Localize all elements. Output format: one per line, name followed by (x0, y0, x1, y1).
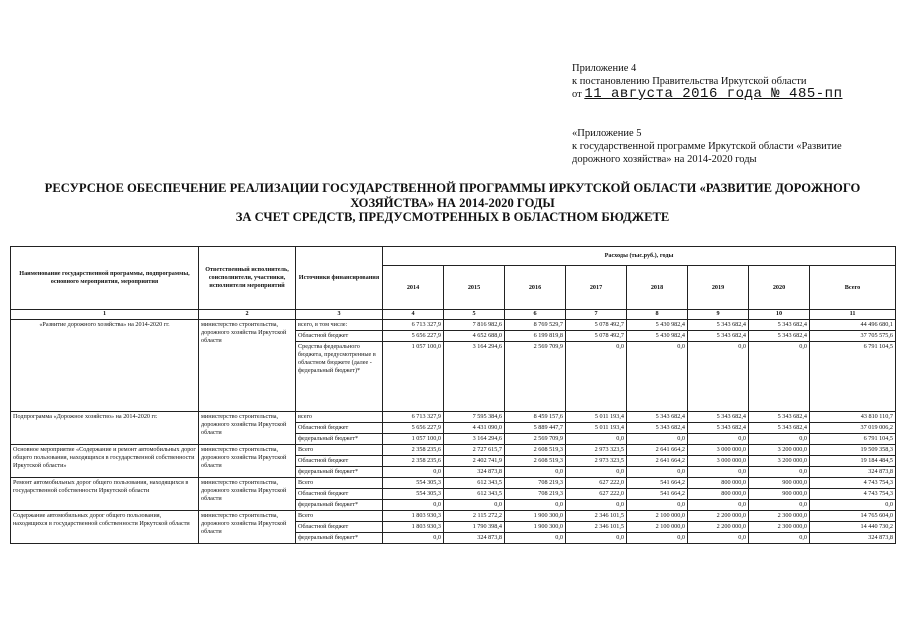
appendix-4-date-line (572, 88, 882, 101)
year-value-cell: 1 803 930,3 (383, 522, 444, 533)
header-year: 2016 (505, 266, 566, 310)
year-value-cell: 0,0 (566, 342, 627, 412)
table-row (11, 511, 896, 522)
appendix-4-label: Приложение 4 (572, 63, 637, 74)
year-value-cell: 5 343 682,4 (688, 331, 749, 342)
year-value-cell: 0,0 (505, 500, 566, 511)
year-value-cell: 6 199 819,8 (505, 331, 566, 342)
year-value-cell: 0,0 (627, 533, 688, 544)
header-total: Всего (810, 266, 896, 310)
year-value-cell: 0,0 (444, 500, 505, 511)
year-value-cell: 800 000,0 (688, 489, 749, 500)
year-value-cell: 7 816 982,6 (444, 320, 505, 331)
col-number: 9 (688, 310, 749, 320)
year-value-cell: 3 000 000,0 (688, 456, 749, 467)
year-value-cell: 5 343 682,4 (688, 423, 749, 434)
year-value-cell: 0,0 (505, 533, 566, 544)
year-value-cell: 554 305,3 (383, 489, 444, 500)
year-value-cell: 627 222,0 (566, 478, 627, 489)
year-value-cell: 0,0 (566, 467, 627, 478)
header-executor: Ответственный исполнитель, соисполнители, участники, исполнители мероприятий (199, 247, 296, 310)
program-name-cell: Подпрограмма «Дорожное хозяйство» на 2014-2020 гг. (11, 412, 199, 445)
year-value-cell: 5 343 682,4 (749, 320, 810, 331)
title-line-1: РЕСУРСНОЕ ОБЕСПЕЧЕНИЕ РЕАЛИЗАЦИИ ГОСУДАРСТВЕННОЙ ПРОГРАММЫ ИРКУТСКОЙ ОБЛАСТИ «РАЗВИТИЕ ДОРОЖНОГО (44, 181, 861, 195)
year-value-cell: 5 343 682,4 (688, 320, 749, 331)
year-value-cell: 2 608 519,3 (505, 445, 566, 456)
year-value-cell: 0,0 (383, 500, 444, 511)
total-value-cell: 6 791 104,5 (810, 342, 896, 412)
year-value-cell: 2 641 664,2 (627, 456, 688, 467)
funding-source-cell: Средства федерального бюджета, предусмотренные в областном бюджете (далее - федеральный бюджет)* (296, 342, 383, 412)
funding-source-cell: всего (296, 412, 383, 423)
year-value-cell: 2 115 272,2 (444, 511, 505, 522)
col-number: 11 (810, 310, 896, 320)
year-value-cell: 5 343 682,4 (749, 423, 810, 434)
funding-source-cell: Всего (296, 478, 383, 489)
year-value-cell: 3 200 000,0 (749, 456, 810, 467)
year-value-cell: 800 000,0 (688, 478, 749, 489)
year-value-cell: 2 608 519,3 (505, 456, 566, 467)
year-value-cell: 5 656 227,9 (383, 331, 444, 342)
table-row (11, 445, 896, 456)
total-value-cell: 14 765 604,0 (810, 511, 896, 522)
funding-source-cell: Областной бюджет (296, 456, 383, 467)
year-value-cell: 3 200 000,0 (749, 445, 810, 456)
year-value-cell: 554 305,3 (383, 478, 444, 489)
resource-table (10, 246, 896, 544)
funding-source-cell: федеральный бюджет* (296, 533, 383, 544)
total-value-cell: 19 509 358,3 (810, 445, 896, 456)
year-value-cell: 0,0 (688, 434, 749, 445)
year-value-cell: 2 973 323,5 (566, 445, 627, 456)
year-value-cell: 5 011 193,4 (566, 423, 627, 434)
year-value-cell: 0,0 (749, 533, 810, 544)
col-number: 4 (383, 310, 444, 320)
appendix-4-date: 11 августа 2016 года № 485-пп (584, 86, 843, 102)
program-name-cell: Содержание автомобильных дорог общего пользования, находящихся в государственной собственности Иркутской области (11, 511, 199, 544)
appendix-4-header (572, 62, 882, 101)
total-value-cell: 324 873,8 (810, 533, 896, 544)
total-value-cell: 44 496 680,1 (810, 320, 896, 331)
year-value-cell: 2 300 000,0 (749, 522, 810, 533)
table-body (11, 310, 896, 544)
executor-cell: министерство строительства, дорожного хозяйства Иркутской области (199, 478, 296, 511)
year-value-cell: 4 652 688,0 (444, 331, 505, 342)
col-number: 3 (296, 310, 383, 320)
header-year: 2017 (566, 266, 627, 310)
year-value-cell: 0,0 (627, 434, 688, 445)
year-value-cell: 3 000 000,0 (688, 445, 749, 456)
year-value-cell: 708 219,3 (505, 489, 566, 500)
year-value-cell: 0,0 (383, 467, 444, 478)
year-value-cell: 0,0 (627, 467, 688, 478)
year-value-cell: 0,0 (566, 500, 627, 511)
header-year: 2020 (749, 266, 810, 310)
col-number: 6 (505, 310, 566, 320)
year-value-cell: 2 100 000,0 (627, 511, 688, 522)
year-value-cell: 3 164 294,6 (444, 342, 505, 412)
year-value-cell: 2 402 741,9 (444, 456, 505, 467)
total-value-cell: 19 184 484,5 (810, 456, 896, 467)
year-value-cell: 8 459 157,6 (505, 412, 566, 423)
appendix-4-resolution: к постановлению Правительства Иркутской области (572, 76, 807, 87)
funding-source-cell: федеральный бюджет* (296, 500, 383, 511)
funding-source-cell: Всего (296, 445, 383, 456)
year-value-cell: 0,0 (566, 434, 627, 445)
year-value-cell: 541 664,2 (627, 489, 688, 500)
funding-source-cell: Всего (296, 511, 383, 522)
column-numbers-row (11, 310, 896, 320)
header-year: 2014 (383, 266, 444, 310)
year-value-cell: 324 873,8 (444, 467, 505, 478)
total-value-cell: 4 743 754,3 (810, 489, 896, 500)
year-value-cell: 2 100 000,0 (627, 522, 688, 533)
program-name-cell: Основное мероприятие «Содержание и ремонт автомобильных дорог общего пользования, находящихся в государственной собственности Иркутской области» (11, 445, 199, 478)
year-value-cell: 6 713 327,9 (383, 320, 444, 331)
header-year: 2018 (627, 266, 688, 310)
year-value-cell: 1 790 398,4 (444, 522, 505, 533)
year-value-cell: 6 713 327,9 (383, 412, 444, 423)
year-value-cell: 5 656 227,9 (383, 423, 444, 434)
title-line-3: ЗА СЧЕТ СРЕДСТВ, ПРЕДУСМОТРЕННЫХ В ОБЛАСТНОМ БЮДЖЕТЕ (235, 210, 670, 224)
year-value-cell: 5 343 682,4 (749, 412, 810, 423)
year-value-cell: 0,0 (749, 500, 810, 511)
year-value-cell: 324 873,8 (444, 533, 505, 544)
year-value-cell: 2 358 235,6 (383, 445, 444, 456)
funding-source-cell: Областной бюджет (296, 522, 383, 533)
year-value-cell: 5 078 492,7 (566, 320, 627, 331)
col-number: 2 (199, 310, 296, 320)
total-value-cell: 6 791 104,5 (810, 434, 896, 445)
appendix-4-from: от (572, 89, 582, 100)
total-value-cell: 37 705 575,6 (810, 331, 896, 342)
title-line-2: ХОЗЯЙСТВА» НА 2014-2020 ГОДЫ (350, 195, 555, 210)
year-value-cell: 2 569 709,9 (505, 342, 566, 412)
header-year: 2019 (688, 266, 749, 310)
col-number: 7 (566, 310, 627, 320)
year-value-cell: 2 200 000,0 (688, 511, 749, 522)
year-value-cell: 612 343,5 (444, 489, 505, 500)
program-name-cell: «Развитие дорожного хозяйства» на 2014-2020 гг. (11, 320, 199, 412)
year-value-cell: 5 011 193,4 (566, 412, 627, 423)
executor-cell: министерство строительства, дорожного хозяйства Иркутской области (199, 445, 296, 478)
year-value-cell: 0,0 (688, 467, 749, 478)
year-value-cell: 0,0 (627, 500, 688, 511)
year-value-cell: 0,0 (749, 342, 810, 412)
year-value-cell: 900 000,0 (749, 489, 810, 500)
total-value-cell: 324 873,8 (810, 467, 896, 478)
funding-source-cell: федеральный бюджет* (296, 467, 383, 478)
year-value-cell: 2 358 235,6 (383, 456, 444, 467)
year-value-cell: 900 000,0 (749, 478, 810, 489)
year-value-cell: 1 057 100,0 (383, 434, 444, 445)
funding-source-cell: федеральный бюджет* (296, 434, 383, 445)
document-title (20, 181, 885, 225)
year-value-cell: 0,0 (749, 434, 810, 445)
funding-source-cell: всего, в том числе: (296, 320, 383, 331)
total-value-cell: 43 810 110,7 (810, 412, 896, 423)
year-value-cell: 541 664,2 (627, 478, 688, 489)
year-value-cell: 2 973 323,5 (566, 456, 627, 467)
year-value-cell: 5 343 682,4 (627, 423, 688, 434)
year-value-cell: 0,0 (566, 533, 627, 544)
funding-source-cell: Областной бюджет (296, 489, 383, 500)
col-number: 1 (11, 310, 199, 320)
table-row (11, 412, 896, 423)
year-value-cell: 2 200 000,0 (688, 522, 749, 533)
year-value-cell: 2 300 000,0 (749, 511, 810, 522)
col-number: 10 (749, 310, 810, 320)
year-value-cell: 2 346 101,5 (566, 522, 627, 533)
table-row (11, 478, 896, 489)
col-number: 5 (444, 310, 505, 320)
year-value-cell: 0,0 (688, 533, 749, 544)
header-expenses: Расходы (тыс.руб.), годы (383, 247, 896, 266)
executor-cell: министерство строительства, дорожного хозяйства Иркутской области (199, 320, 296, 412)
funding-source-cell: Областной бюджет (296, 331, 383, 342)
program-name-cell: Ремонт автомобильных дорог общего пользования, находящихся в государственной собственности Иркутской области (11, 478, 199, 511)
appendix-5-program: к государственной программе Иркутской области «Развитие дорожного хозяйства» на 2014-2020 годы (572, 141, 842, 165)
year-value-cell: 8 769 529,7 (505, 320, 566, 331)
year-value-cell: 2 346 101,5 (566, 511, 627, 522)
year-value-cell: 5 430 982,4 (627, 320, 688, 331)
funding-source-cell: Областной бюджет (296, 423, 383, 434)
year-value-cell: 627 222,0 (566, 489, 627, 500)
year-value-cell: 5 343 682,4 (627, 412, 688, 423)
year-value-cell: 0,0 (505, 467, 566, 478)
year-value-cell: 612 343,5 (444, 478, 505, 489)
total-value-cell: 4 743 754,3 (810, 478, 896, 489)
header-year: 2015 (444, 266, 505, 310)
year-value-cell: 2 727 615,7 (444, 445, 505, 456)
header-source: Источники финансирования (296, 247, 383, 310)
year-value-cell: 1 057 100,0 (383, 342, 444, 412)
year-value-cell: 1 900 300,0 (505, 522, 566, 533)
year-value-cell: 5 343 682,4 (688, 412, 749, 423)
total-value-cell: 0,0 (810, 500, 896, 511)
year-value-cell: 1 900 300,0 (505, 511, 566, 522)
appendix-5-label: «Приложение 5 (572, 128, 642, 139)
year-value-cell: 4 431 090,0 (444, 423, 505, 434)
year-value-cell: 0,0 (627, 342, 688, 412)
col-number: 8 (627, 310, 688, 320)
year-value-cell: 2 569 709,9 (505, 434, 566, 445)
header-name: Наименование государственной программы, подпрограммы, основного мероприятия, мероприятия (11, 247, 199, 310)
year-value-cell: 0,0 (688, 342, 749, 412)
year-value-cell: 2 641 664,2 (627, 445, 688, 456)
year-value-cell: 5 430 982,4 (627, 331, 688, 342)
executor-cell: министерство строительства, дорожного хозяйства Иркутской области (199, 412, 296, 445)
year-value-cell: 0,0 (383, 533, 444, 544)
year-value-cell: 0,0 (749, 467, 810, 478)
executor-cell: министерство строительства, дорожного хозяйства Иркутской области (199, 511, 296, 544)
year-value-cell: 0,0 (688, 500, 749, 511)
year-value-cell: 708 219,3 (505, 478, 566, 489)
year-value-cell: 7 595 384,6 (444, 412, 505, 423)
table-row (11, 320, 896, 331)
year-value-cell: 1 803 930,3 (383, 511, 444, 522)
appendix-5-header (572, 127, 882, 166)
year-value-cell: 5 343 682,4 (749, 331, 810, 342)
year-value-cell: 5 889 447,7 (505, 423, 566, 434)
total-value-cell: 37 019 006,2 (810, 423, 896, 434)
year-value-cell: 3 164 294,6 (444, 434, 505, 445)
total-value-cell: 14 440 730,2 (810, 522, 896, 533)
year-value-cell: 5 078 492,7 (566, 331, 627, 342)
